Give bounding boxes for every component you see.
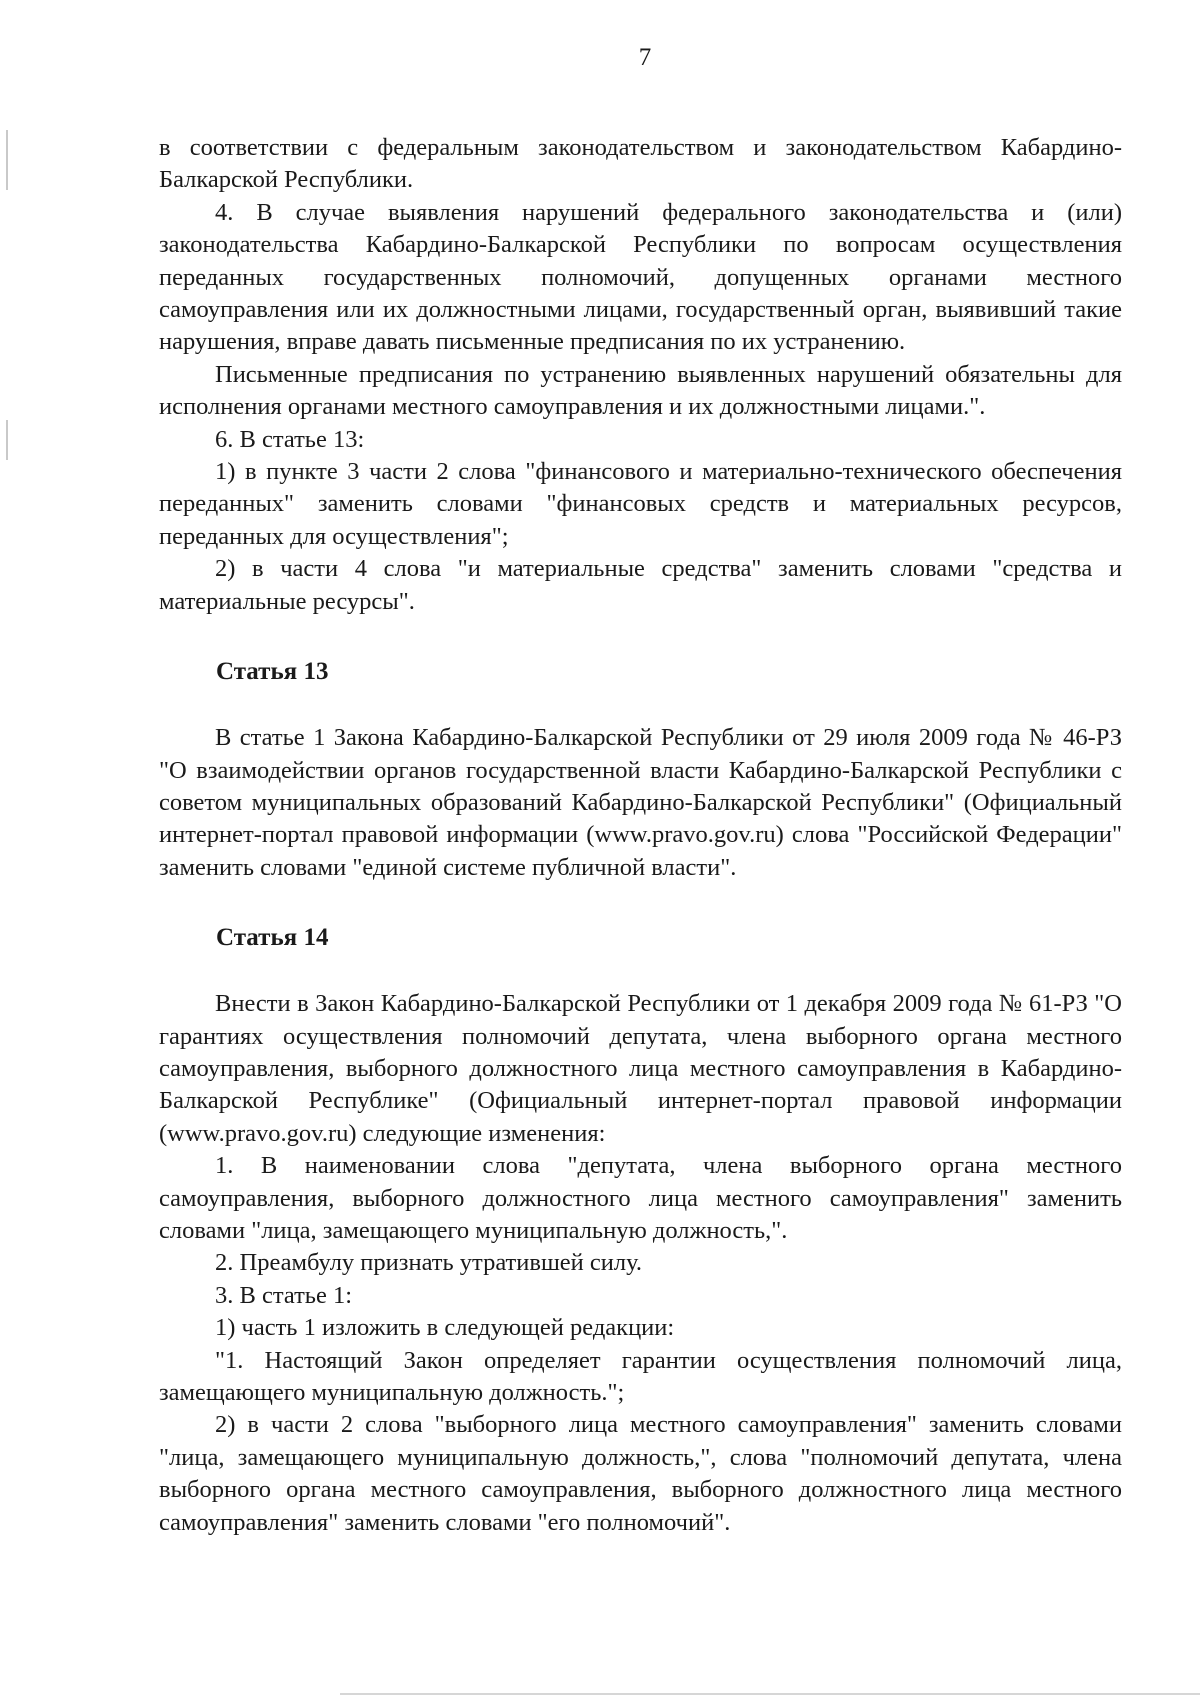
paragraph: 1) часть 1 изложить в следующей редакции: <box>215 1314 675 1342</box>
scan-bottom-edge <box>340 1693 1200 1695</box>
paragraph: "1. Настоящий Закон определяет гарантии осуществления полномочий лица, замещающего муниципальную должность."; <box>159 1346 1122 1406</box>
article-13-text: В статье 1 Закона Кабардино-Балкарской Республики от 29 июля 2009 года № 46-РЗ "О взаимодействии органов государственной власти Кабардино-Балкарской Республики с советом муниципальных образований Кабардино-Балкарской Республики" (Официальный интернет-портал правовой информации (www.pravo.gov.ru) слова "Российской Федерации" заменить словами "единой системе публичной власти". <box>159 724 1122 881</box>
document-body <box>159 132 1122 1539</box>
paragraph: 3. В статье 1: <box>215 1281 353 1309</box>
article-13-heading: Статья 13 <box>216 658 329 686</box>
scan-edge-mark <box>6 420 8 460</box>
paragraph: 2) в части 2 слова "выборного лица местного самоуправления" заменить словами "лица, замещающего муниципальную должность,", слова "полномочий депутата, члена выборного органа местного самоуправления, выборного должностного лица местного самоуправления" заменить словами "его полномочий". <box>159 1411 1122 1536</box>
paragraph: в соответствии с федеральным законодательством и законодательством Кабардино-Балкарской Республики. <box>159 134 1122 194</box>
paragraph: 2) в части 4 слова "и материальные средства" заменить словами "средства и материальные ресурсы". <box>159 555 1122 615</box>
paragraph: 2. Преамбулу признать утратившей силу. <box>215 1249 643 1277</box>
paragraph: Письменные предписания по устранению выявленных нарушений обязательны для исполнения органами местного самоуправления и их должностными лицами.". <box>159 360 1122 421</box>
paragraph: Внести в Закон Кабардино-Балкарской Республики от 1 декабря 2009 года № 61-РЗ "О гарантиях осуществления полномочий депутата, члена выборного органа местного самоуправления, выборного должностного лица местного самоуправления в Кабардино-Балкарской Республике" (Официальный интернет-портал правовой информации (www.pravo.gov.ru) следующие изменения: <box>159 990 1122 1147</box>
page-number: 7 <box>638 44 652 71</box>
paragraph: 4. В случае выявления нарушений федерального законодательства и (или) законодательства Кабардино-Балкарской Республики по вопросам осуществления переданных государственных полномочий, допущенных органами местного самоуправления или их должностными лицами, государственный орган, выявивший такие нарушения, вправе давать письменные предписания по их устранению. <box>159 198 1122 356</box>
scan-edge-mark <box>6 130 8 190</box>
paragraph: 1. В наименовании слова "депутата, члена выборного органа местного самоуправления, выборного должностного лица местного самоуправления" заменить словами "лица, замещающего муниципальную должность,". <box>159 1152 1122 1244</box>
paragraph: 1) в пункте 3 части 2 слова "финансового и материально-технического обеспечения переданных" заменить словами "финансовых средств и материальных ресурсов, переданных для осуществления"; <box>159 458 1122 550</box>
paragraph: 6. В статье 13: <box>215 425 365 453</box>
article-14-heading: Статья 14 <box>216 924 329 952</box>
